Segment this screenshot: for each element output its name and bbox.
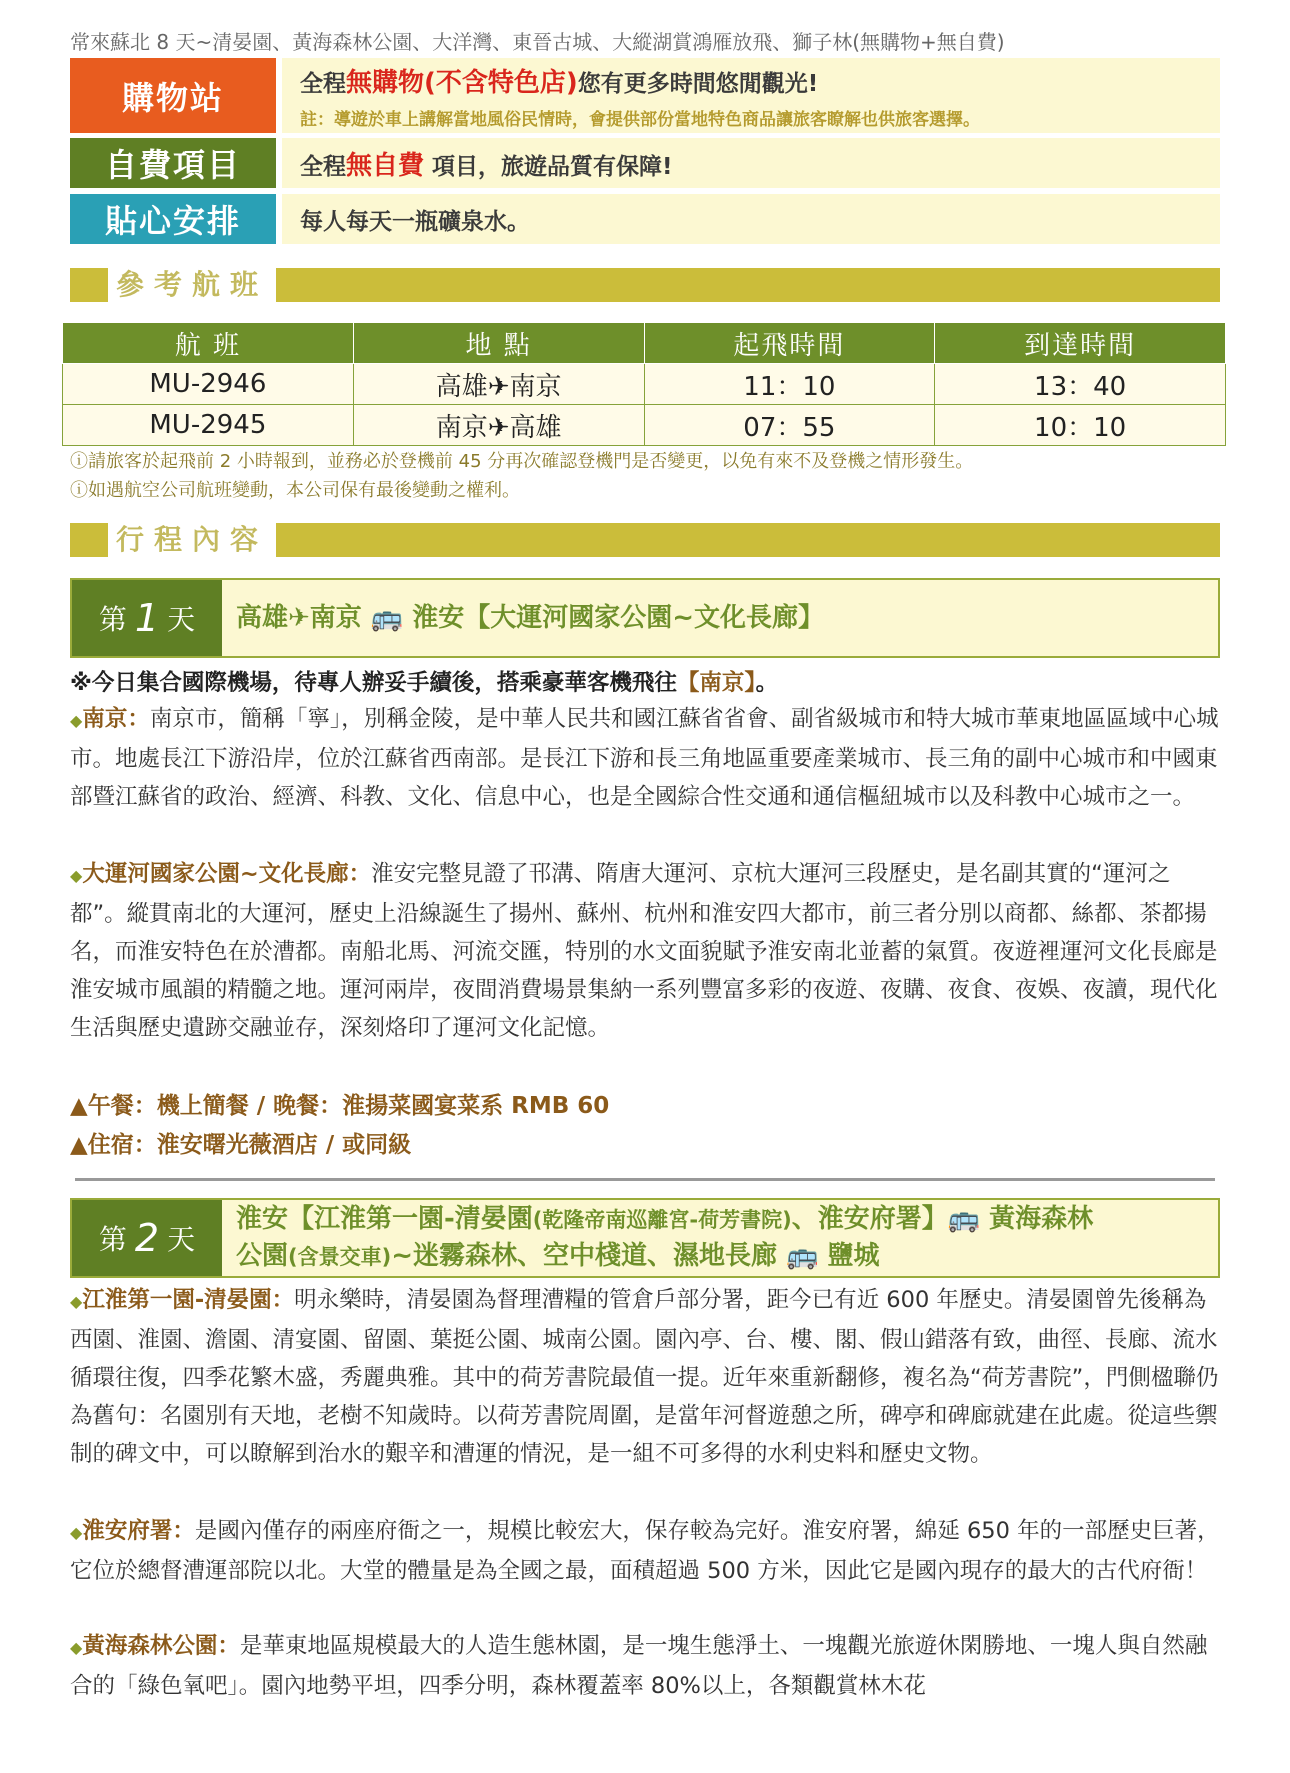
flights-table (62, 322, 1226, 446)
care-row (70, 194, 1220, 244)
shopping-post: 您有更多時間悠閒觀光! (577, 70, 819, 97)
table-row (63, 364, 1226, 405)
day1-meal: ▲午餐：機上簡餐 / 晚餐：淮揚菜國宴菜系 RMB 60 (70, 1093, 610, 1119)
itinerary-section-bar (70, 523, 1220, 557)
day2-title (236, 1200, 1210, 1276)
tour-title: 常來蘇北 8 天~清晏園、黃海森林公園、大洋灣、東晉古城、大縱湖賞鴻雁放飛、獅子林(無購物+無自費) (70, 30, 1005, 54)
shopping-label: 購物站 (70, 58, 276, 133)
item-text: 是華東地區規模最大的人造生態林園，是一塊生態淨土、一塊觀光旅遊休閑勝地、一塊人與自然融合的「綠色氧吧」。園內地勢平坦，四季分明，森林覆蓋率 80%以上，各類觀賞林木花 (70, 1633, 1208, 1699)
diamond-icon: ◆ (70, 1292, 83, 1311)
day1-intro-post: 。 (755, 670, 779, 696)
item-head: 大運河國家公園~文化長廊： (82, 861, 372, 887)
flights-header-row (63, 323, 1226, 364)
title-small: (含景交車) (288, 1245, 392, 1269)
flight-route: 高雄✈南京 (353, 364, 644, 405)
day1-badge (72, 580, 222, 656)
day2-item-qingyan (70, 1281, 1222, 1473)
flights-header-cell: 起飛時間 (644, 323, 935, 364)
day1-suffix: 天 (167, 603, 196, 636)
optional-main (300, 145, 1220, 182)
day1-title: 高雄✈南京 🚌 淮安【大運河國家公園~文化長廊】 (236, 603, 825, 633)
flights-section-title: 參考航班 (108, 268, 276, 302)
item-head: 江淮第一園-清晏園： (82, 1287, 295, 1313)
day1-intro (70, 665, 778, 697)
day2-item-forest (70, 1627, 1222, 1705)
item-head: 南京： (82, 706, 150, 732)
day1-prefix: 第 (98, 603, 127, 636)
title-small: (乾隆帝南巡離宮-荷芳書院) (532, 1208, 792, 1232)
day1-hotel: ▲住宿：淮安曙光薇酒店 / 或同級 (70, 1132, 412, 1158)
flight-arrive: 13：40 (935, 364, 1226, 405)
shopping-body (282, 58, 1220, 133)
diamond-icon: ◆ (70, 1638, 83, 1657)
title-text: 、淮安府署】🚌 黃海森林 (791, 1204, 1094, 1234)
optional-highlight: 無自費 (346, 150, 425, 181)
day2-badge (72, 1200, 222, 1276)
shopping-pre: 全程 (300, 70, 346, 97)
diamond-icon: ◆ (70, 711, 83, 730)
title-text: 淮安【江淮第一園-清晏園 (236, 1204, 533, 1234)
day1-number: 1 (134, 596, 160, 640)
flights-section-bar (70, 268, 1220, 302)
flight-depart: 07：55 (644, 405, 935, 446)
day2-prefix: 第 (98, 1223, 127, 1256)
day1-item-nanjing (70, 700, 1222, 816)
flight-note: ⓘ請旅客於起飛前 2 小時報到，並務必於登機前 45 分再次確認登機門是否變更，以免有來不及登機之情形發生。 (70, 451, 974, 472)
flight-arrive: 10：10 (935, 405, 1226, 446)
care-body (282, 194, 1220, 244)
optional-label: 自費項目 (70, 138, 276, 188)
item-text: 南京市，簡稱「寧」，別稱金陵，是中華人民共和國江蘇省省會、副省級城市和特大城市華東地區區域中心城市。地處長江下游沿岸，位於江蘇省西南部。是長江下游和長三角地區重要產業城市、長三角的副中心城市和中國東部暨江蘇省的政治、經濟、科教、文化、信息中心，也是全國綜合性交通和通信樞紐城市以及科教中心城市之一。 (70, 706, 1219, 810)
item-head: 淮安府署： (82, 1518, 195, 1544)
flights-header-cell: 到達時間 (935, 323, 1226, 364)
flights-header-cell: 航 班 (63, 323, 354, 364)
shopping-note: 註：導遊於車上講解當地風俗民情時，會提供部份當地特色商品讓旅客瞭解也供旅客選擇。 (300, 109, 980, 130)
day1-intro-pre: ※今日集合國際機場，待專人辦妥手續後，搭乘豪華客機飛往 (70, 670, 677, 696)
flight-route: 南京✈高雄 (353, 405, 644, 446)
flight-depart: 11：10 (644, 364, 935, 405)
diamond-icon: ◆ (70, 1523, 83, 1542)
day1-header (70, 578, 1220, 658)
item-text: 是國內僅存的兩座府衙之一，規模比較宏大，保存較為完好。淮安府署，綿延 650 年的一部歷史巨著，它位於總督漕運部院以北。大堂的體量是為全國之最，面積超過 500 方米，因此它是國內現存的最大的古代府衙！ (70, 1518, 1220, 1584)
day2-header (70, 1198, 1220, 1278)
shopping-row (70, 58, 1220, 133)
day1-intro-highlight: 【南京】 (676, 670, 756, 696)
day1-item-canal (70, 855, 1222, 1047)
shopping-highlight: 無購物(不含特色店) (346, 67, 578, 98)
day2-title-line1 (236, 1201, 1093, 1238)
flight-note: ⓘ如遇航空公司航班變動，本公司保有最後變動之權利。 (70, 480, 520, 501)
item-head: 黃海森林公園： (82, 1633, 240, 1659)
optional-pre: 全程 (300, 153, 346, 180)
table-row (63, 405, 1226, 446)
title-text: 公園 (236, 1241, 289, 1271)
day2-suffix: 天 (167, 1223, 196, 1256)
title-text: ~迷霧森林、空中棧道、濕地長廊 🚌 鹽城 (391, 1241, 880, 1271)
flight-number: MU-2946 (63, 364, 354, 405)
optional-post: 項目，旅遊品質有保障! (424, 153, 673, 180)
day2-item-fushu (70, 1512, 1222, 1590)
flight-number: MU-2945 (63, 405, 354, 446)
optional-row (70, 138, 1220, 188)
item-text: 淮安完整見證了邗溝、隋唐大運河、京杭大運河三段歷史，是名副其實的“運河之都”。縱貫南北的大運河，歷史上沿線誕生了揚州、蘇州、杭州和淮安四大都市，前三者分別以商都、絲都、茶都揚名，而淮安特色在於漕都。南船北馬、河流交匯，特別的水文面貌賦予淮安南北並蓄的氣質。夜遊裡運河文化長廊是淮安城市風韻的精髓之地。運河兩岸，夜間消費場景集納一系列豐富多彩的夜遊、夜購、夜食、夜娛、夜讀，現代化生活與歷史遺跡交融並存，深刻烙印了運河文化記憶。 (70, 861, 1218, 1041)
optional-body (282, 138, 1220, 188)
care-label: 貼心安排 (70, 194, 276, 244)
day-divider (75, 1178, 1215, 1181)
shopping-main (300, 62, 1220, 99)
care-text: 每人每天一瓶礦泉水。 (300, 208, 530, 235)
diamond-icon: ◆ (70, 866, 83, 885)
item-text: 明永樂時，清晏園為督理漕糧的管倉戶部分署，距今已有近 600 年歷史。清晏園曾先後稱為西園、淮園、澹園、清宴園、留園、葉挺公園、城南公園。園內亭、台、樓、閣、假山錯落有致，曲徑、長廊、流水循環往復，四季花繁木盛，秀麗典雅。其中的荷芳書院最值一提。近年來重新翻修，複名為“荷芳書院”，門側楹聯仍為舊句：名園別有天地，老樹不知歲時。以荷芳書院周圍，是當年河督遊憩之所，碑亭和碑廊就建在此處。從這些禦制的碑文中，可以瞭解到治水的艱辛和漕運的情況，是一組不可多得的水利史料和歷史文物。 (70, 1287, 1219, 1467)
day2-number: 2 (134, 1216, 160, 1260)
day2-title-line2 (236, 1238, 1093, 1275)
itinerary-section-title: 行程內容 (108, 523, 276, 557)
flights-header-cell: 地 點 (353, 323, 644, 364)
